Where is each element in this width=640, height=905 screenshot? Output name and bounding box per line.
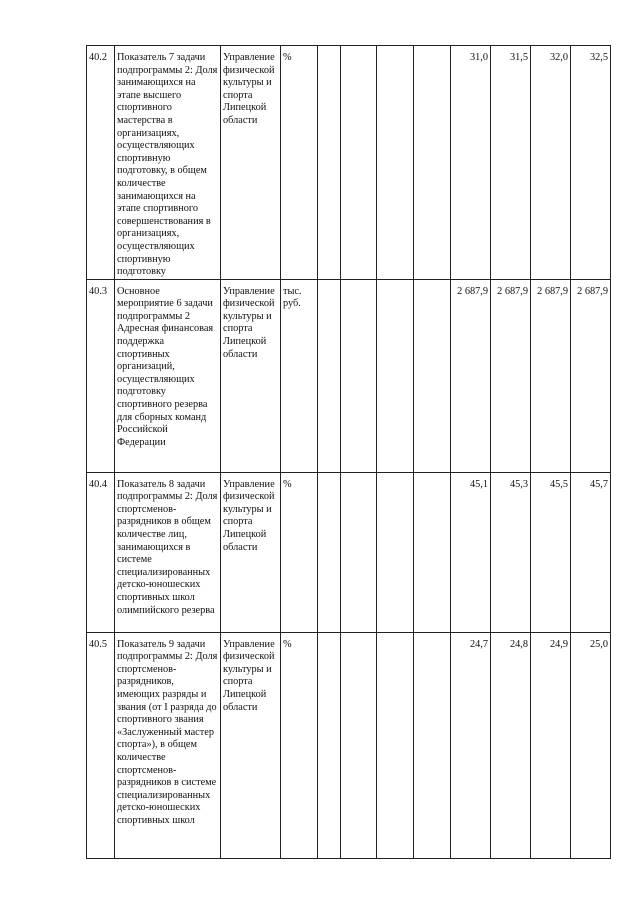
row-value — [414, 279, 451, 472]
row-executor: Управление физической культуры и спорта Липецкой области — [221, 472, 281, 632]
row-number: 40.4 — [87, 472, 115, 632]
row-value: 32,0 — [531, 46, 571, 280]
row-value: 24,9 — [531, 632, 571, 858]
indicator-table — [86, 45, 611, 859]
row-name: Основное мероприятие 6 задачи подпрограммы 2 Адресная финансовая поддержка спортивных организаций, осуществляющих подготовку спортивного резерва для сборных команд Российской Федерации — [115, 279, 221, 472]
row-name: Показатель 7 задачи подпрограммы 2: Доля занимающихся на этапе высшего спортивного мастерства в организациях, осуществляющих спортивную подготовку, в общем количестве занимающихся на этапе спортивного совершенствования в организациях, осуществляющих спортивную подготовку — [115, 46, 221, 280]
row-unit: тыс. руб. — [281, 279, 318, 472]
row-number: 40.5 — [87, 632, 115, 858]
row-value — [414, 46, 451, 280]
row-value: 31,0 — [451, 46, 491, 280]
table-body — [87, 46, 611, 859]
row-value: 2 687,9 — [531, 279, 571, 472]
row-value — [341, 46, 377, 280]
row-number: 40.2 — [87, 46, 115, 280]
row-value — [318, 472, 341, 632]
row-value — [341, 472, 377, 632]
row-value — [377, 279, 414, 472]
row-value: 31,5 — [491, 46, 531, 280]
row-value: 32,5 — [571, 46, 611, 280]
row-value: 25,0 — [571, 632, 611, 858]
row-value — [377, 632, 414, 858]
row-value — [341, 632, 377, 858]
table-row — [87, 632, 611, 858]
row-unit: % — [281, 472, 318, 632]
row-value — [414, 472, 451, 632]
row-unit: % — [281, 632, 318, 858]
row-value — [318, 279, 341, 472]
row-value — [318, 632, 341, 858]
row-value: 24,8 — [491, 632, 531, 858]
row-name: Показатель 8 задачи подпрограммы 2: Доля спортсменов-разрядников в общем количестве лиц, занимающихся в системе специализированных детско-юношеских спортивных школ олимпийского резерва — [115, 472, 221, 632]
row-value: 45,5 — [531, 472, 571, 632]
row-value — [341, 279, 377, 472]
row-value: 45,3 — [491, 472, 531, 632]
row-value: 2 687,9 — [451, 279, 491, 472]
row-value: 45,7 — [571, 472, 611, 632]
table-row — [87, 279, 611, 472]
row-executor: Управление физической культуры и спорта Липецкой области — [221, 279, 281, 472]
row-value: 2 687,9 — [491, 279, 531, 472]
row-name: Показатель 9 задачи подпрограммы 2: Доля спортсменов-разрядников, имеющих разряды и звания (от I разряда до спортивного звания «Заслуженный мастер спорта»), в общем количестве спортсменов-разрядников в системе специализированных детско-юношеских спортивных школ — [115, 632, 221, 858]
row-value — [377, 46, 414, 280]
table-row — [87, 472, 611, 632]
row-value: 24,7 — [451, 632, 491, 858]
row-executor: Управление физической культуры и спорта Липецкой области — [221, 46, 281, 280]
row-executor: Управление физической культуры и спорта Липецкой области — [221, 632, 281, 858]
row-number: 40.3 — [87, 279, 115, 472]
row-value: 2 687,9 — [571, 279, 611, 472]
row-value — [377, 472, 414, 632]
row-value — [414, 632, 451, 858]
row-value: 45,1 — [451, 472, 491, 632]
row-value — [318, 46, 341, 280]
table-row — [87, 46, 611, 280]
row-unit: % — [281, 46, 318, 280]
